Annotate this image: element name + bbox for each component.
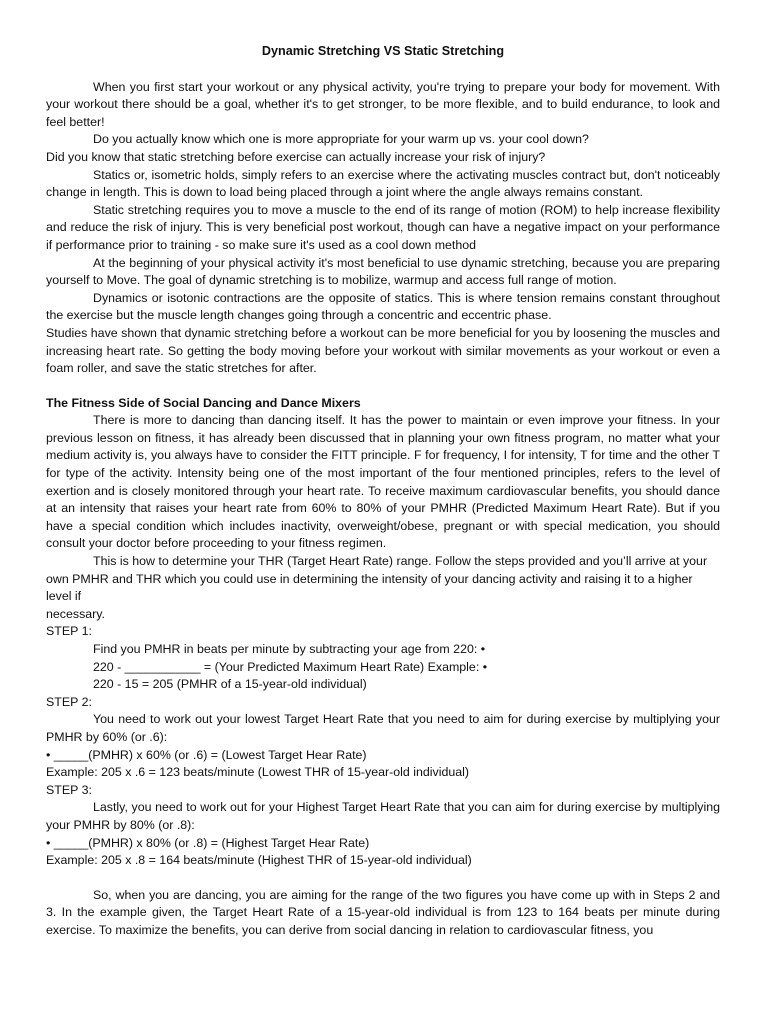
step2-label: STEP 2: [46, 694, 92, 709]
step1-label: STEP 1: [46, 624, 92, 639]
paragraph-intro: When you first start your workout or any physical activity, you're trying to prepare your body for movement. With your workout there should be a goal, whether it's to get stronger, to be more flexible, and to build endurance, to look and feel better! [46, 79, 720, 129]
paragraph-thr-intro: This is how to determine your THR (Target Heart Rate) range. Follow the steps provided and you’ll arrive at your own PMHR and THR which you could use in determining the intensity of your dancing activity and raising it to a higher level if [46, 554, 708, 604]
paragraph-question-injury: Did you know that static stretching before exercise can actually increase your risk of injury? [46, 149, 546, 164]
step3-example: Example: 205 x .8 = 164 beats/minute (Highest THR of 15-year-old individual) [46, 853, 472, 868]
step1-line2: 220 - ___________ = (Your Predicted Maximum Heart Rate) Example: • [93, 659, 488, 674]
step3-formula: • _____(PMHR) x 80% (or .8) = (Highest Target Hear Rate) [46, 835, 370, 850]
step2-example: Example: 205 x .6 = 123 beats/minute (Lowest THR of 15-year-old individual) [46, 765, 469, 780]
step2-formula: • _____(PMHR) x 60% (or .6) = (Lowest Target Hear Rate) [46, 747, 367, 762]
paragraph-fitness-intro: There is more to dancing than dancing itself. It has the power to maintain or even improve your fitness. In your previous lesson on fitness, it has already been discussed that in planning your own fitness program, no matter what your medium activity is, you always have to consider the FITT principle. F for frequency, I for intensity, T for time and the other T for type of the activity. Intensity being one of the most important of the four mentioned principles, refers to the level of exertion and is closely monitored through your heart rate. To receive maximum cardiovascular benefits, you should dance at an intensity that raises your heart rate from 60% to 80% of your PMHR (Predicted Maximum Heart Rate). But if you have a special condition which includes inactivity, overweight/obese, pregnant or with special medication, you should consult your doctor before proceeding to your fitness regimen. [46, 413, 720, 551]
paragraph-closing: So, when you are dancing, you are aiming for the range of the two figures you have come up with in Steps 2 and 3. In the example given, the Target Heart Rate of a 15-year-old individual is from 123 to 164 beats per minute during exercise. To maximize the benefits, you can derive from social dancing in relation to cardiovascular fitness, you [46, 887, 720, 937]
step2-text: You need to work out your lowest Target Heart Rate that you need to aim for during exercise by multiplying your PMHR by 60% (or .6): [46, 712, 720, 744]
paragraph-statics: Statics or, isometric holds, simply refers to an exercise where the activating muscles contract but, don't noticeably change in length. This is down to load being placed through a joint where the angle always remains constant. [46, 167, 720, 200]
spacer [46, 870, 720, 887]
document-title: Dynamic Stretching VS Static Stretching [261, 44, 505, 58]
step3-text: Lastly, you need to work out for your Highest Target Heart Rate that you can aim for during exercise by multiplying your PMHR by 80% (or .8): [46, 800, 720, 832]
step3-label: STEP 3: [46, 782, 92, 797]
step1-line3: 220 - 15 = 205 (PMHR of a 15-year-old individual) [93, 677, 367, 692]
paragraph-question-warmup: Do you actually know which one is more appropriate for your warm up vs. your cool down? [93, 132, 589, 147]
paragraph-studies: Studies have shown that dynamic stretching before a workout can be more beneficial for you by loosening the muscles and increasing heart rate. So getting the body moving before your workout with similar movements as your workout or even a foam roller, and save the static stretches for after. [46, 325, 720, 376]
document-body [46, 43, 720, 940]
paragraph-static-stretching: Static stretching requires you to move a muscle to the end of its range of motion (ROM) to help increase flexibility and reduce the risk of injury. This is very beneficial post workout, though can have a negative impact on your performance if performance prior to training - so make sure it's used as a cool down method [46, 202, 720, 252]
paragraph-dynamics: Dynamics or isotonic contractions are the opposite of statics. This is where tension remains constant throughout the exercise but the muscle length changes going through a concentric and eccentric phase. [46, 290, 720, 323]
paragraph-dynamic-stretching: At the beginning of your physical activity it's most beneficial to use dynamic stretching, because you are preparing yourself to Move. The goal of dynamic stretching is to mobilize, warmup and access full range of motion. [46, 255, 720, 288]
paragraph-thr-intro-end: necessary. [46, 606, 105, 621]
step1-line1: Find you PMHR in beats per minute by subtracting your age from 220: • [93, 642, 486, 656]
section-heading-fitness: The Fitness Side of Social Dancing and Dance Mixers [46, 395, 361, 410]
